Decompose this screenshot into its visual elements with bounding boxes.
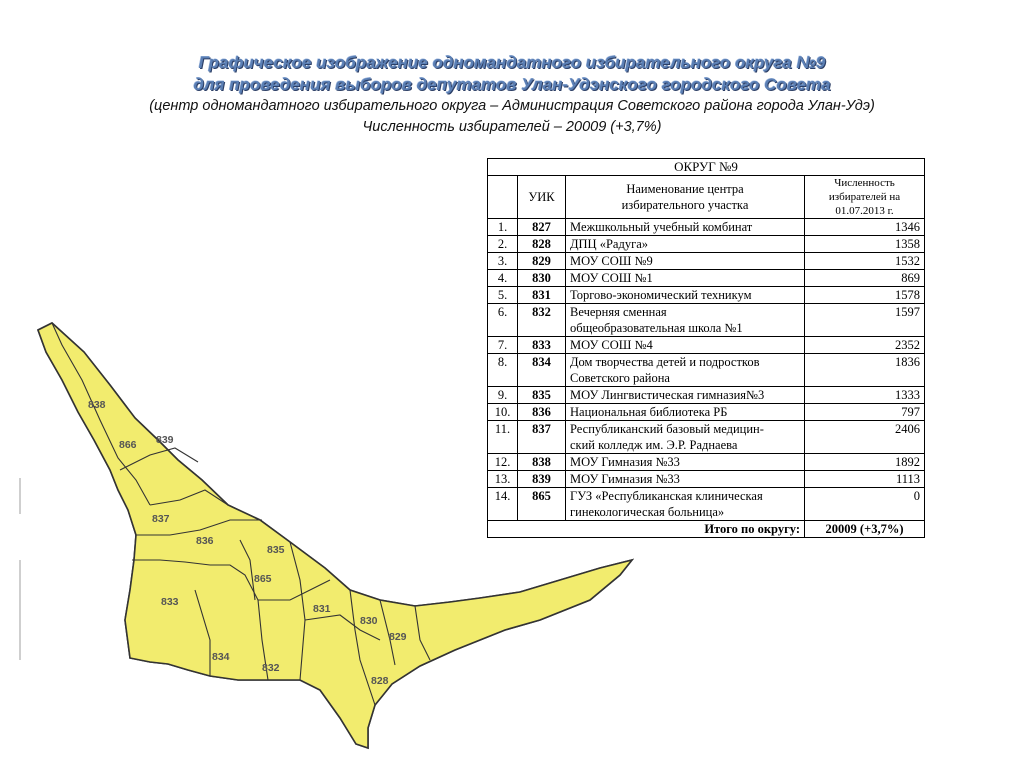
row-number: 1.: [488, 219, 518, 236]
row-center-name-line1: ДПЦ «Радуга»: [570, 237, 648, 251]
table-title-row: [488, 159, 925, 176]
row-number: 6.: [488, 304, 518, 337]
row-center-name-line1: МОУ СОШ №1: [570, 271, 653, 285]
row-center-name-line2: гинекологическая больница»: [570, 505, 725, 519]
row-voters: 2352: [805, 337, 925, 354]
total-value: 20009 (+3,7%): [805, 521, 925, 538]
header-voters-line3: 01.07.2013 г.: [835, 205, 894, 217]
header-center-name-line2: избирательного участка: [621, 198, 749, 212]
row-voters: 2406: [805, 421, 925, 454]
row-center-name: [566, 219, 805, 236]
row-center-name-line1: ГУЗ «Республиканская клиническая: [570, 489, 763, 503]
precinct-label-833: 833: [161, 596, 179, 608]
header-uik: УИК: [518, 176, 566, 219]
precinct-label-828: 828: [371, 675, 389, 687]
row-center-name: [566, 421, 805, 454]
precinct-table: [487, 158, 925, 538]
row-uik: 836: [518, 404, 566, 421]
row-center-name: [566, 354, 805, 387]
row-voters: 869: [805, 270, 925, 287]
row-center-name: [566, 253, 805, 270]
row-center-name-line1: Вечерняя сменная: [570, 305, 667, 319]
row-voters: 1532: [805, 253, 925, 270]
row-center-name: [566, 287, 805, 304]
row-number: 12.: [488, 454, 518, 471]
row-number: 8.: [488, 354, 518, 387]
table-total-row: [488, 521, 925, 538]
table-row: [488, 287, 925, 304]
precinct-label-839: 839: [156, 434, 174, 446]
row-uik: 829: [518, 253, 566, 270]
table-row: [488, 488, 925, 521]
row-center-name: [566, 454, 805, 471]
header-voters-line1: Численность: [834, 177, 895, 189]
title-line-2: для проведения выборов депутатов Улан-Удэнского городского Совета: [193, 75, 831, 94]
header-voters: [805, 176, 925, 219]
row-voters: 1333: [805, 387, 925, 404]
row-center-name: [566, 404, 805, 421]
row-uik: 865: [518, 488, 566, 521]
row-center-name: [566, 337, 805, 354]
map-title-block: [0, 52, 1024, 138]
precinct-label-829: 829: [389, 631, 407, 643]
row-center-name-line1: МОУ Лингвистическая гимназия№3: [570, 388, 765, 402]
row-center-name-line1: МОУ СОШ №9: [570, 254, 653, 268]
precinct-label-865: 865: [254, 573, 272, 585]
table-row: [488, 253, 925, 270]
row-voters: 1597: [805, 304, 925, 337]
row-center-name: [566, 387, 805, 404]
row-center-name-line1: МОУ СОШ №4: [570, 338, 653, 352]
row-number: 7.: [488, 337, 518, 354]
precinct-label-835: 835: [267, 544, 285, 556]
row-center-name-line1: Дом творчества детей и подростков: [570, 355, 760, 369]
table-row: [488, 354, 925, 387]
precinct-label-831: 831: [313, 603, 331, 615]
header-center-name: [566, 176, 805, 219]
precinct-label-832: 832: [262, 662, 280, 674]
table-header-row: [488, 176, 925, 219]
row-uik: 834: [518, 354, 566, 387]
row-number: 4.: [488, 270, 518, 287]
table-row: [488, 270, 925, 287]
table-row: [488, 471, 925, 488]
row-center-name-line2: Советского района: [570, 371, 670, 385]
header-number: [488, 176, 518, 219]
precinct-label-830: 830: [360, 615, 378, 627]
table-row: [488, 387, 925, 404]
table-row: [488, 236, 925, 253]
row-center-name: [566, 304, 805, 337]
table-row: [488, 454, 925, 471]
row-voters: 1836: [805, 354, 925, 387]
row-voters: 1346: [805, 219, 925, 236]
table-row: [488, 404, 925, 421]
row-uik: 837: [518, 421, 566, 454]
row-center-name-line1: Республиканский базовый медицин-: [570, 422, 764, 436]
total-label: Итого по округу:: [488, 521, 805, 538]
header-voters-line2: избирателей на: [828, 191, 901, 203]
row-center-name-line1: Межшкольный учебный комбинат: [570, 220, 753, 234]
table-body: [488, 219, 925, 521]
row-uik: 830: [518, 270, 566, 287]
row-center-name-line2: общеобразовательная школа №1: [570, 321, 743, 335]
row-uik: 833: [518, 337, 566, 354]
row-voters: 1578: [805, 287, 925, 304]
table-row: [488, 219, 925, 236]
row-number: 11.: [488, 421, 518, 454]
row-center-name: [566, 488, 805, 521]
row-uik: 835: [518, 387, 566, 404]
row-number: 10.: [488, 404, 518, 421]
row-center-name: [566, 471, 805, 488]
row-number: 9.: [488, 387, 518, 404]
row-center-name-line2: ский колледж им. Э.Р. Раднаева: [570, 438, 738, 452]
row-center-name-line1: МОУ Гимназия №33: [570, 455, 680, 469]
row-center-name-line1: Торгово-экономический техникум: [570, 288, 752, 302]
table-row: [488, 304, 925, 337]
row-uik: 828: [518, 236, 566, 253]
row-number: 13.: [488, 471, 518, 488]
row-voters: 0: [805, 488, 925, 521]
row-voters: 797: [805, 404, 925, 421]
row-number: 14.: [488, 488, 518, 521]
row-uik: 827: [518, 219, 566, 236]
table-row: [488, 337, 925, 354]
row-voters: 1358: [805, 236, 925, 253]
district-center-note: (центр одномандатного избирательного округа – Администрация Советского района города Улан-Удэ): [149, 98, 875, 114]
row-voters: 1892: [805, 454, 925, 471]
row-uik: 831: [518, 287, 566, 304]
precinct-label-834: 834: [212, 651, 230, 663]
precinct-label-866: 866: [119, 439, 137, 451]
row-uik: 838: [518, 454, 566, 471]
table-row: [488, 421, 925, 454]
row-center-name: [566, 236, 805, 253]
precinct-label-837: 837: [152, 513, 170, 525]
header-center-name-line1: Наименование центра: [626, 182, 744, 196]
row-uik: 839: [518, 471, 566, 488]
row-voters: 1113: [805, 471, 925, 488]
precinct-label-836: 836: [196, 535, 214, 547]
voter-count-note: Численность избирателей – 20009 (+3,7%): [362, 119, 662, 135]
precinct-label-838: 838: [88, 399, 106, 411]
row-number: 2.: [488, 236, 518, 253]
table-title: ОКРУГ №9: [488, 159, 925, 176]
title-line-1: Графическое изображение одномандатного избирательного округа №9: [198, 53, 826, 72]
row-uik: 832: [518, 304, 566, 337]
row-center-name-line1: Национальная библиотека РБ: [570, 405, 728, 419]
row-number: 5.: [488, 287, 518, 304]
row-center-name: [566, 270, 805, 287]
row-number: 3.: [488, 253, 518, 270]
row-center-name-line1: МОУ Гимназия №33: [570, 472, 680, 486]
